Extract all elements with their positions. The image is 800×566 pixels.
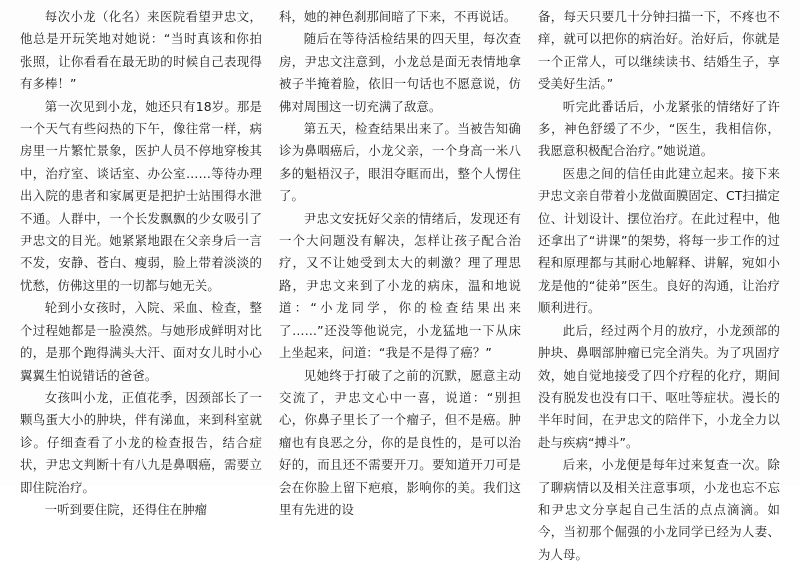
paragraph-first-meeting: 第一次见到小龙，她还只有18岁。那是一个天气有些闷热的下午，像往常一样，病房里一片繁忙景象，医护人员不停地穿梭其中，治疗室、谈话室、办公室……等待办理出入院的患者和家属更是把护士站围得水泄不通。人群中，一个长发飘飘的少女吸引了尹忠文的目光。她紧紧地跟在父亲身后一言不发，安静、苍白、瘦弱，脸上带着淡淡的忧愁，仿佛这里的一切都与她无关。 — [20, 98, 262, 293]
paragraph-conversation: 尹忠文安抚好父亲的情绪后，发现还有一个大问题没有解决，怎样让孩子配合治疗，又不让她受到太大的刺激？理了理思路，尹忠文来到了小龙的病床，温和地说道：“小龙同学，你的检查结果出来了……”还没等他说完，小龙猛地一下从床上坐起来，问道：“我是不是得了癌？” — [279, 210, 521, 361]
paragraph-recovery: 此后，经过两个月的放疗，小龙颈部的肿块、鼻咽部肿瘤已完全消失。为了巩固疗效，她自觉地接受了四个疗程的化疗，期间没有脱发也没有口干、呕吐等症状。漫长的半年时间，在尹忠文的陪伴下，小龙全力以赴与疾病“搏斗”。 — [538, 322, 780, 450]
paragraph-waiting-biopsy: 随后在等待活检结果的四天里，每次查房，尹忠文注意到，小龙总是面无表情地拿被子半掩着脸，依旧一句话也不愿意说，仿佛对周围这一切充满了敌意。 — [279, 31, 521, 114]
paragraph-opening: 每次小龙（化名）来医院看望尹忠文，他总是开玩笑地对她说：“当时真该和你拍张照，让你看看在最无助的时候自己表现得有多棒！” — [20, 9, 262, 92]
paragraph-treatment: 医患之间的信任由此建立起来。接下来尹忠文亲自带着小龙做面膜固定、CT扫描定位、计划设计、摆位治疗。在此过程中，他还拿出了“讲课”的架势，将每一步工作的过程和原理都与其耐心地解释、讲解，宛如小龙是他的“徒弟”医生。良好的沟通，让治疗顺利进行。 — [538, 165, 780, 316]
paragraph-results: 第五天，检查结果出来了。当被告知确诊为鼻咽癌后，小龙父亲，一个身高一米八多的魁梧汉子，眼泪夺眶而出，整个人愣住了。 — [279, 121, 521, 204]
paragraph-follow-up: 后来，小龙便是每年过来复查一次。除了聊病情以及相关注意事项，小龙也忘不忘和尹忠文分享起自己生活的点点滴滴。如今，当初那个倔强的小龙同学已经为人妻、为人母。 — [538, 457, 780, 562]
paragraph-reassurance-start: 见她终于打破了之前的沉默，愿意主动交流了，尹忠文心中一喜，说道：“别担心，你鼻子里长了一个瘤子，但不是癌。肿瘤也有良恶之分，你的是良性的，是可以治好的，而且还不需要开刀。要知道开刀可是会在你脸上留下疤痕，影响你的美。我们这里有先进的设 — [279, 367, 521, 517]
article-column-3 — [538, 6, 780, 562]
paragraph-hospitalization-start: 一听到要住院，还得住在肿瘤 — [44, 501, 208, 517]
article-column-2 — [279, 6, 521, 517]
article-column-1 — [20, 6, 262, 517]
paragraph-trust: 听完此番话后，小龙紧张的情绪好了许多，神色舒缓了不少，“医生，我相信你，我愿意积极配合治疗。”她说道。 — [538, 98, 780, 159]
paragraph-diagnosis-suspicion: 女孩叫小龙，正值花季，因颈部长了一颗鸟蛋大小的肿块，伴有涕血，来到科室就诊。仔细查看了小龙的检查报告，结合症状，尹忠文判断十有八九是鼻咽癌，需要立即住院治疗。 — [20, 389, 262, 495]
paragraph-reassurance-end: 备，每天只要几十分钟扫描一下，不疼也不痒，就可以把你的病治好。治好后，你就是一个正常人，可以继续读书、结婚生子，享受美好生活。” — [538, 9, 780, 92]
paragraph-admission: 轮到小女孩时，入院、采血、检查，整个过程她都是一脸漠然。与她形成鲜明对比的，是那个跑得满头大汗、面对女儿时小心翼翼生怕说错话的爸爸。 — [20, 300, 262, 383]
paragraph-hospitalization-end: 科，她的神色刹那间暗了下来，不再说话。 — [279, 9, 517, 24]
